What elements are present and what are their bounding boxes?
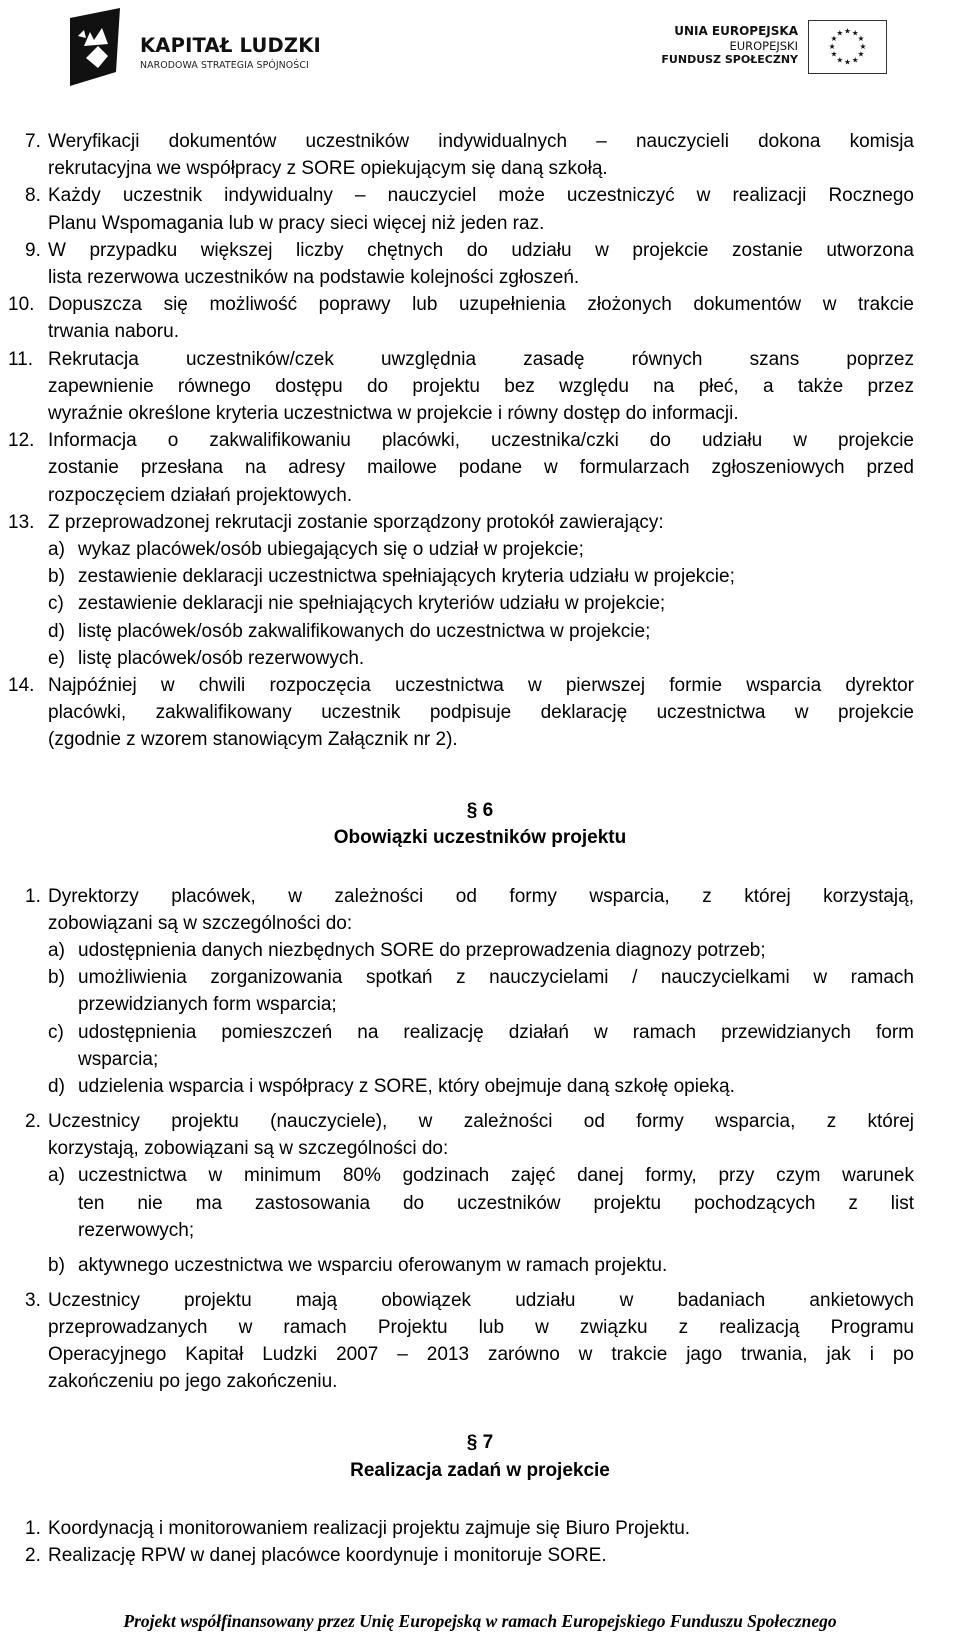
svg-text:★: ★ bbox=[830, 34, 838, 44]
svg-text:★: ★ bbox=[830, 49, 838, 59]
list-number: 9. bbox=[25, 239, 41, 261]
list-number: 8. bbox=[25, 185, 41, 207]
section-title: Realizacja zadań w projekcie bbox=[350, 1460, 610, 1481]
list-item-continuation: (zgodnie z wzorem stanowiącym Załącznik nr 2). bbox=[48, 729, 458, 751]
sublist-letter: a) bbox=[48, 940, 65, 961]
list-item-text: Najpóźniej w chwili rozpoczęcia uczestnictwa w pierwszej formie wsparcia dyrektor bbox=[48, 675, 914, 696]
section-title: Obowiązki uczestników projektu bbox=[333, 827, 627, 848]
list-item-continuation: korzystają, zobowiązani są w szczególności do: bbox=[48, 1138, 449, 1159]
page-header bbox=[0, 0, 960, 100]
eu-line1: UNIA EUROPEJSKA bbox=[674, 24, 798, 38]
list-item-continuation: zakończeniu po jego zakończeniu. bbox=[48, 1371, 338, 1392]
list-item-continuation: zobowiązani są w szczególności do: bbox=[48, 913, 353, 934]
list-item-continuation: Operacyjnego Kapitał Ludzki 2007 – 2013 zarówno w trakcie jago trwania, jak i po bbox=[48, 1344, 914, 1365]
list-number: 13. bbox=[8, 511, 35, 533]
list-item-continuation: przewidzianych form wsparcia; bbox=[78, 994, 337, 1015]
logo-title: KAPITAŁ LUDZKI bbox=[140, 34, 321, 57]
list-item-continuation: placówki, zakwalifikowany uczestnik podpisuje deklarację uczestnictwa w projekcie bbox=[48, 702, 914, 724]
sublist-text: wykaz placówek/osób ubiegających się o udział w projekcie; bbox=[78, 539, 584, 560]
logo-subtitle: NARODOWA STRATEGIA SPÓJNOŚCI bbox=[140, 60, 309, 71]
sublist-text: udzielenia wsparcia i współpracy z SORE, który obejmuje daną szkołę opieką. bbox=[78, 1076, 735, 1097]
sublist-letter: b) bbox=[48, 1255, 65, 1276]
sublist-letter: c) bbox=[48, 1022, 64, 1043]
list-item-text: Koordynacją i monitorowaniem realizacji projektu zajmuje się Biuro Projektu. bbox=[48, 1518, 691, 1539]
eu-line2: EUROPEJSKI bbox=[729, 39, 798, 53]
eu-line3: FUNDUSZ SPOŁECZNY bbox=[661, 53, 798, 66]
list-number: 2. bbox=[25, 1111, 41, 1132]
list-item-text: Realizację RPW w danej placówce koordynuje i monitoruje SORE. bbox=[48, 1545, 607, 1566]
sublist-text: listę placówek/osób zakwalifikowanych do uczestnictwa w projekcie; bbox=[78, 620, 651, 642]
sublist-text: listę placówek/osób rezerwowych. bbox=[78, 647, 365, 669]
list-number: 14. bbox=[8, 675, 35, 696]
list-item-continuation: Planu Wspomagania lub w pracy sieci więcej niż jeden raz. bbox=[48, 212, 545, 234]
list-item-text: Rekrutacja uczestników/czek uwzględnia zasadę równych szans poprzez bbox=[48, 348, 914, 370]
list-number: 12. bbox=[8, 430, 35, 452]
section-heading: § 7 bbox=[466, 1432, 494, 1453]
list-item-text: Informacja o zakwalifikowaniu placówki, uczestnika/czki do udziału w projekcie bbox=[48, 430, 914, 452]
sublist-letter: d) bbox=[48, 620, 65, 642]
list-item-continuation: rekrutacyjna we współpracy z SORE opiekującym się daną szkołą. bbox=[48, 158, 608, 180]
list-item-text: Z przeprowadzonej rekrutacji zostanie sporządzony protokół zawierający: bbox=[48, 511, 664, 533]
list-item-continuation: lista rezerwowa uczestników na podstawie kolejności zgłoszeń. bbox=[48, 267, 580, 288]
sublist-text: umożliwienia zorganizowania spotkań z nauczycielami / nauczycielkami w ramach bbox=[78, 967, 914, 988]
sublist-letter: b) bbox=[48, 566, 65, 588]
sublist-text: udostępnienia danych niezbędnych SORE do przeprowadzenia diagnozy potrzeb; bbox=[78, 940, 766, 961]
svg-text:★: ★ bbox=[851, 55, 859, 65]
list-number: 7. bbox=[25, 131, 41, 152]
list-item-text: Uczestnicy projektu mają obowiązek udziału w badaniach ankietowych bbox=[48, 1290, 914, 1311]
svg-text:★: ★ bbox=[844, 26, 851, 36]
list-item-continuation: ten nie ma zastosowania do uczestników projektu pochodzących z list bbox=[78, 1193, 914, 1214]
sublist-letter: e) bbox=[48, 647, 65, 669]
list-item-continuation: trwania naboru. bbox=[48, 321, 179, 343]
list-number: 1. bbox=[25, 886, 41, 907]
kapital-ludzki-mark-icon bbox=[68, 6, 130, 90]
list-item-continuation: rezerwowych; bbox=[78, 1220, 195, 1241]
list-item-text: Weryfikacji dokumentów uczestników indywidualnych – nauczycieli dokona komisja bbox=[48, 131, 914, 152]
sublist-text: zestawienie deklaracji uczestnictwa spełniających kryteria udziału w projekcie; bbox=[78, 566, 735, 588]
list-number: 2. bbox=[25, 1545, 41, 1566]
list-item-continuation: rozpoczęciem działań projektowych. bbox=[48, 484, 353, 506]
eu-flag-icon bbox=[808, 20, 887, 74]
list-item-continuation: zapewnienie równego dostępu do projektu bez względu na płeć, a także przez bbox=[48, 375, 914, 397]
svg-text:★: ★ bbox=[844, 57, 851, 67]
sublist-text: udostępnienia pomieszczeń na realizację działań w ramach przewidzianych form bbox=[78, 1022, 914, 1043]
sublist-letter: a) bbox=[48, 539, 65, 560]
svg-text:★: ★ bbox=[836, 55, 844, 65]
list-item-text: Każdy uczestnik indywidualny – nauczyciel może uczestniczyć w realizacji Rocznego bbox=[48, 185, 914, 207]
sublist-letter: d) bbox=[48, 1076, 65, 1097]
footer-funding-note: Projekt współfinansowany przez Unię Europejską w ramach Europejskiego Funduszu Społecznego bbox=[123, 1611, 837, 1631]
svg-text:★: ★ bbox=[851, 28, 859, 38]
list-item-continuation: wsparcia; bbox=[78, 1049, 159, 1070]
sublist-letter: b) bbox=[48, 967, 65, 988]
section-heading: § 6 bbox=[466, 800, 494, 821]
list-item-continuation: zostanie przesłana na adresy mailowe podane w formularzach zgłoszeniowych przed bbox=[48, 457, 914, 479]
svg-text:★: ★ bbox=[828, 41, 836, 51]
sublist-text: zestawienie deklaracji nie spełniających kryteriów udziału w projekcie; bbox=[78, 593, 666, 615]
list-item-text: Dyrektorzy placówek, w zależności od formy wsparcia, z której korzystają, bbox=[48, 886, 914, 907]
sublist-text: aktywnego uczestnictwa we wsparciu oferowanym w ramach projektu. bbox=[78, 1255, 668, 1276]
list-item-continuation: przeprowadzanych w ramach Projektu lub w związku z realizacją Programu bbox=[48, 1317, 914, 1338]
sublist-letter: c) bbox=[48, 593, 64, 615]
list-number: 10. bbox=[8, 294, 35, 316]
list-number: 1. bbox=[25, 1518, 41, 1539]
svg-text:★: ★ bbox=[857, 34, 865, 44]
list-item-text: Dopuszcza się możliwość poprawy lub uzupełnienia złożonych dokumentów w trakcie bbox=[48, 294, 914, 316]
list-item-text: W przypadku większej liczby chętnych do udziału w projekcie zostanie utworzona bbox=[48, 239, 914, 261]
sublist-letter: a) bbox=[48, 1165, 65, 1186]
list-item-continuation: wyraźnie określone kryteria uczestnictwa w projekcie i równy dostęp do informacji. bbox=[48, 403, 739, 424]
svg-text:★: ★ bbox=[857, 49, 865, 59]
sublist-text: uczestnictwa w minimum 80% godzinach zajęć danej formy, przy czym warunek bbox=[78, 1165, 914, 1186]
list-number: 11. bbox=[8, 348, 34, 370]
list-item-text: Uczestnicy projektu (nauczyciele), w zależności od formy wsparcia, z której bbox=[48, 1111, 914, 1132]
svg-text:★: ★ bbox=[836, 28, 844, 38]
svg-text:★: ★ bbox=[859, 41, 867, 51]
list-number: 3. bbox=[25, 1290, 41, 1311]
